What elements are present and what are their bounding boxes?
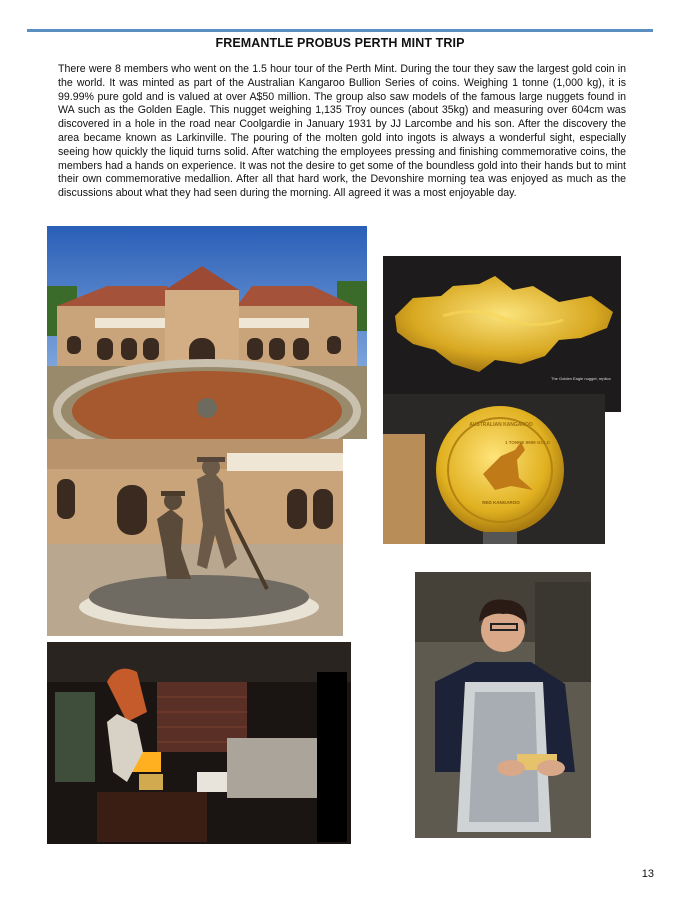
gold-pouring-photo xyxy=(47,642,351,844)
page-number: 13 xyxy=(641,868,654,880)
coin-label: RED KANGAROO xyxy=(482,500,520,505)
header-rule xyxy=(27,29,653,32)
gold-bar-presenter-photo xyxy=(415,572,591,838)
giant-kangaroo-coin-photo xyxy=(383,394,605,544)
nugget-caption: The Golden Eagle nugget, replica xyxy=(551,376,611,381)
golden-eagle-nugget-photo xyxy=(383,256,621,412)
perth-mint-building-photo xyxy=(47,226,367,439)
page-title: FREMANTLE PROBUS PERTH MINT TRIP xyxy=(215,36,465,50)
coin-inscription-right: 1 TONNE 9999 GOLD xyxy=(505,440,550,445)
prospector-statue-photo xyxy=(47,439,343,636)
coin-inscription-top: AUSTRALIAN KANGAROO xyxy=(469,422,533,428)
article-body: There were 8 members who went on the 1.5 hour tour of the Perth Mint. During the tour they saw the largest gold coin in the world. It was minted as part of the Australian Kangaroo Bullion Series of coins. Weighing 1 tonne (1,000 kg), it is 99.99% pure gold and is valued at over A$50 million. The group also saw models of the famous large nuggets found in WA such as the Golden Eagle. This nugget weighing 1,135 Troy ounces (about 35kg) and measuring over 604cm was discovered in a hole in the road near Coolgardie in January 1931 by JJ Larcombe and his son. After the discovery the area became known as Larkinville. The pouring of the molten gold into ingots is always a wonderful sight, especially seeing how quickly the liquid turns solid. After watching the employees pressing and finishing commemorative coins, the members had a hands on experience. It was not the desire to get some of the boundless gold into their hands but to mint their own commemorative medallion. After all that hard work, the Devonshire morning tea was enjoyed as much as the discussions about what they had seen during the morning. All agreed it was a most enjoyable day. xyxy=(58,63,626,200)
